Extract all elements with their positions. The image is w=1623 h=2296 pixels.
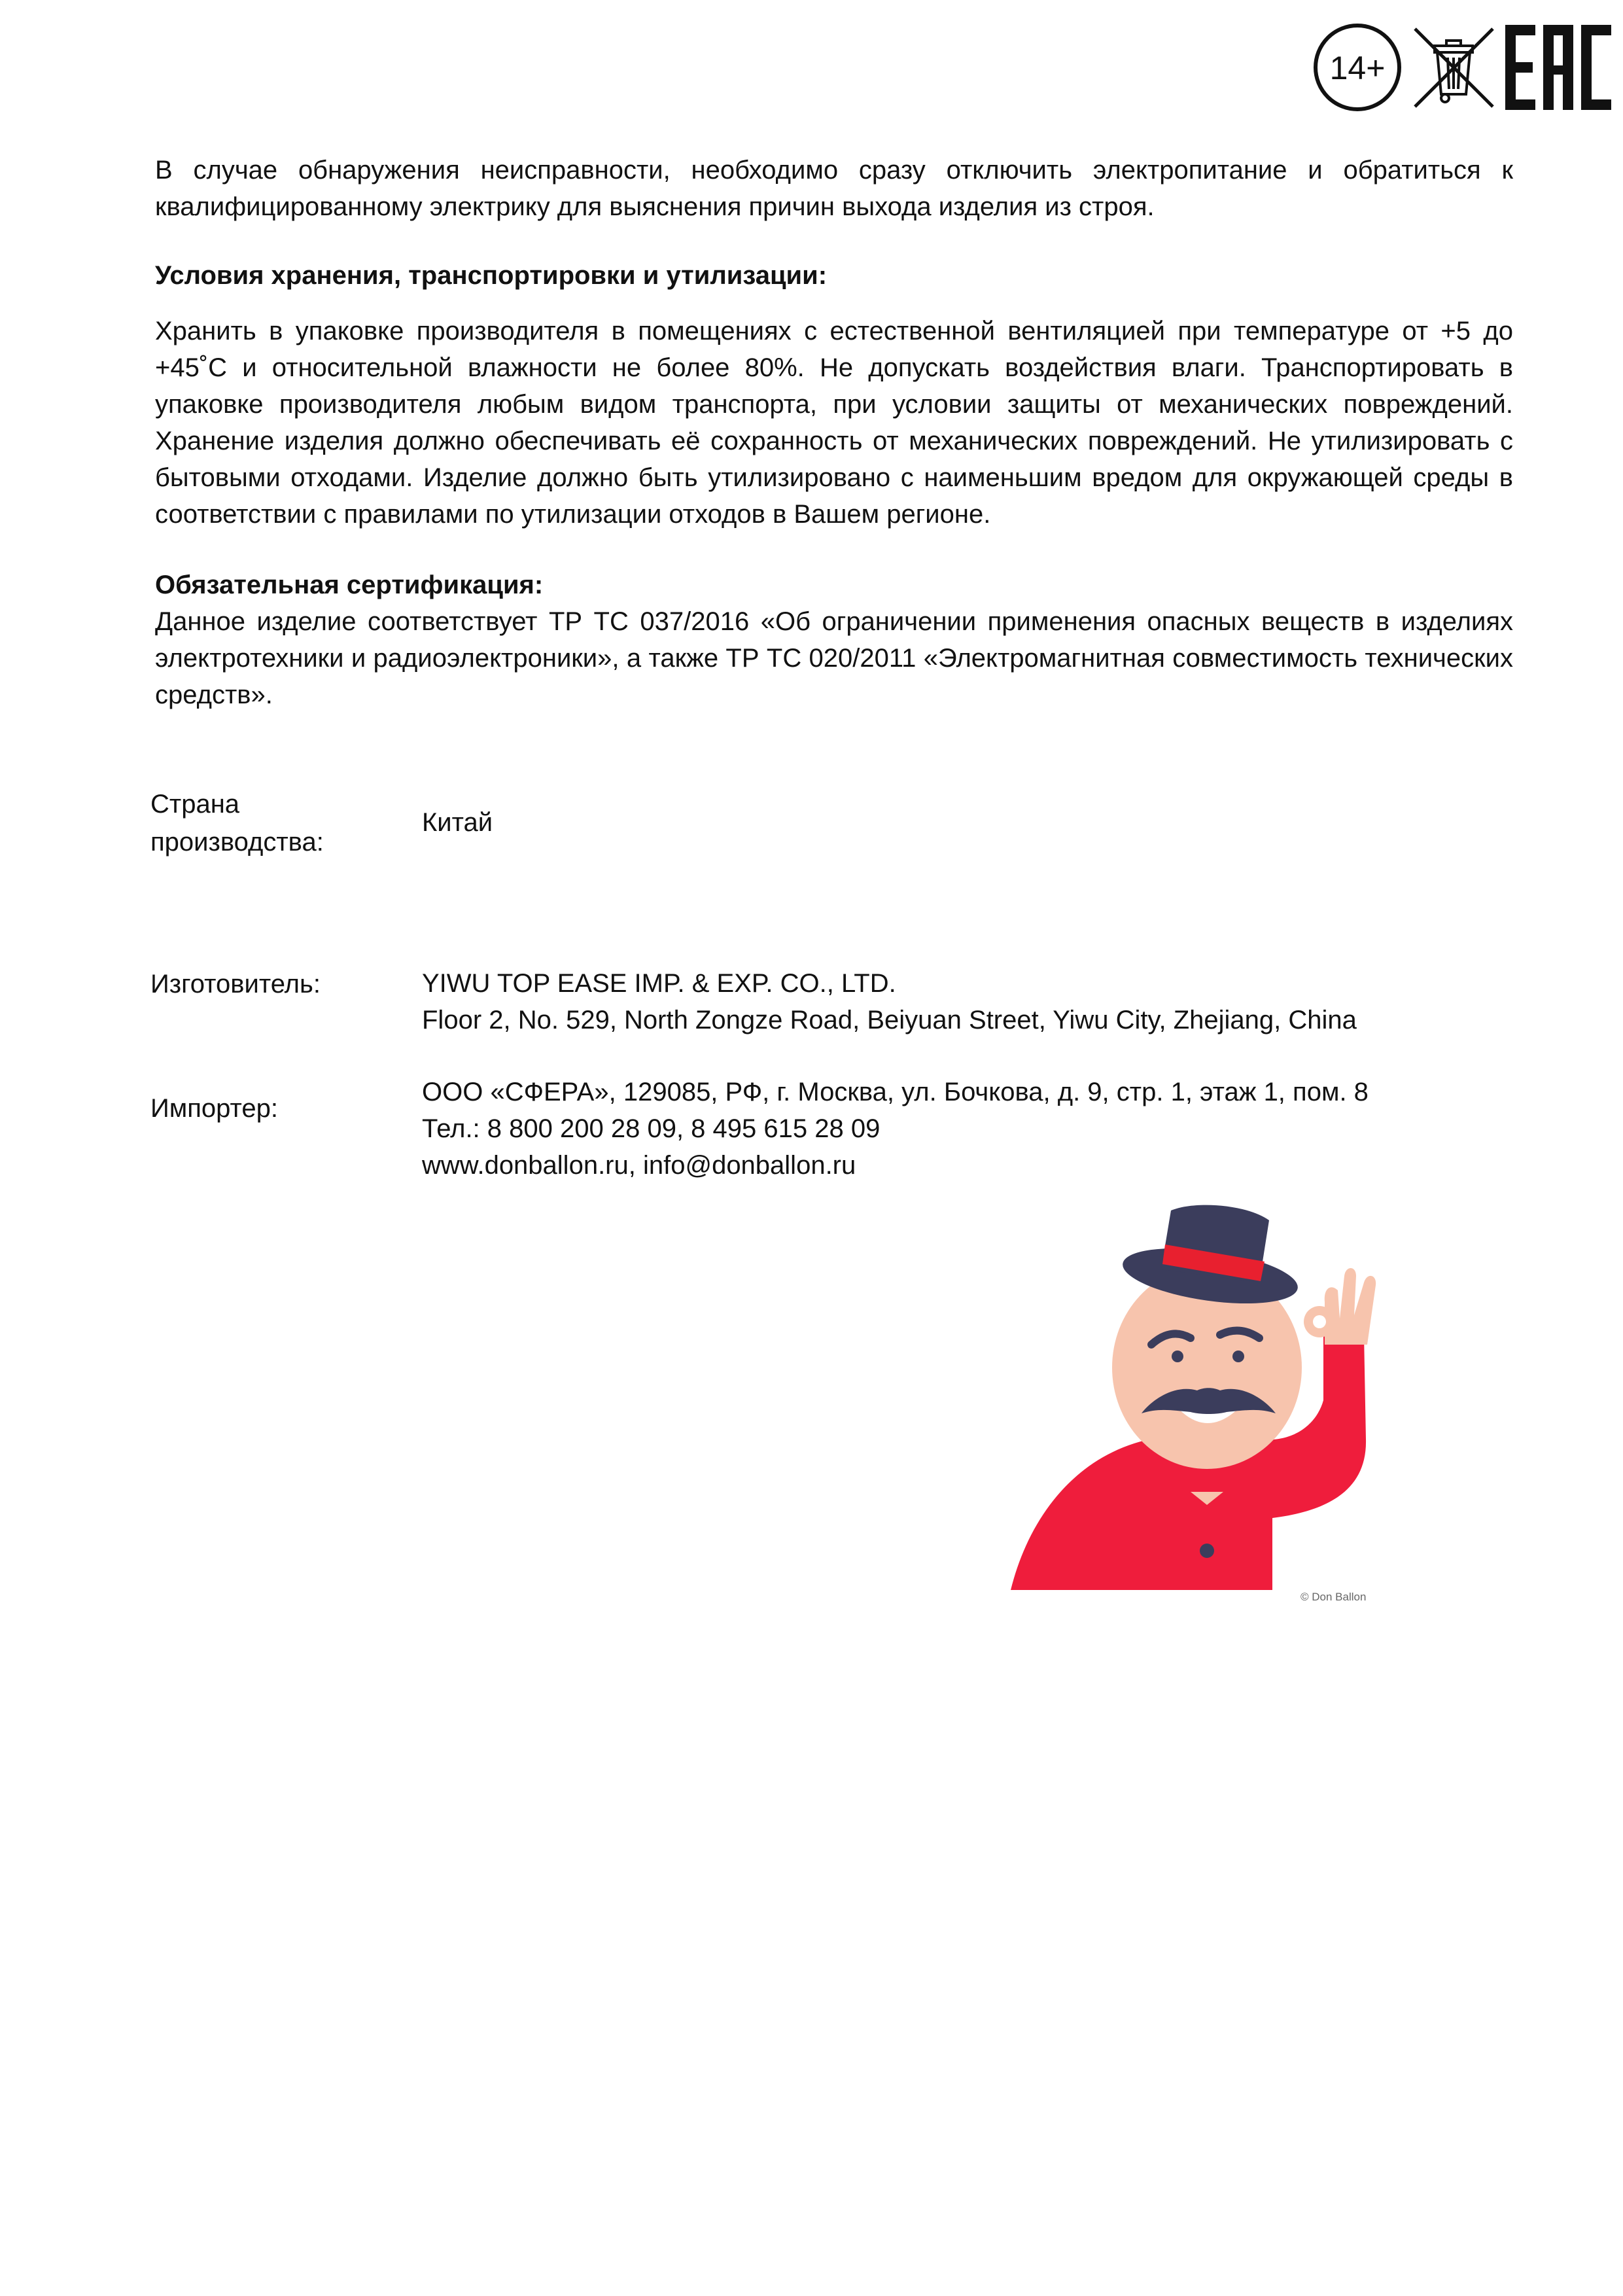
crossed-bin-icon	[1410, 24, 1498, 112]
mascot-right-eye	[1232, 1351, 1244, 1362]
mascot-ok-ring	[1313, 1315, 1326, 1328]
age-rating-label: 14+	[1329, 50, 1386, 86]
country-label: Страна производства:	[150, 790, 324, 857]
storage-paragraph: Хранить в упаковке производителя в помещениях с естественной вентиляцией при температуре от +5 до +45˚С и относительной влажности не более 80%. Не допускать воздействия влаги. Транспортировать в упаковке производителя любым видом транспорта, при условии защиты от механических повреждений. Хранение изделия должно обеспечивать её сохранность от механических повреждений. Не утилизировать с бытовыми отходами. Изделие должно быть утилизировано с наименьшим вредом для окружающей среды в соответствии с правилами по утилизации отходов в Вашем регионе.	[155, 317, 1513, 529]
mascot-button	[1200, 1544, 1214, 1558]
mascot-hand	[1325, 1268, 1376, 1345]
storage-heading: Условия хранения, транспортировки и утилизации:	[155, 261, 828, 290]
importer-address: ООО «СФЕРА», 129085, РФ, г. Москва, ул. Бочкова, д. 9, стр. 1, этаж 1, пом. 8	[422, 1078, 1369, 1106]
certification-heading: Обязательная сертификация:	[155, 571, 544, 599]
importer-label: Импортер:	[150, 1094, 278, 1123]
manufacturer-block	[422, 965, 1357, 1038]
mascot-copyright: © Don Ballon	[1300, 1591, 1367, 1603]
importer-block	[422, 1074, 1369, 1184]
compliance-marks	[1312, 18, 1606, 116]
malfunction-paragraph: В случае обнаружения неисправности, необходимо сразу отключить электропитание и обратиться к квалифицированному электрику для выяснения причин выхода изделия из строя.	[155, 156, 1513, 221]
don-ballon-mascot	[1011, 1204, 1442, 1610]
eac-icon	[1505, 25, 1611, 110]
manufacturer-address: Floor 2, No. 529, North Zongze Road, Beiyuan Street, Yiwu City, Zhejiang, China	[422, 1006, 1357, 1034]
mascot-left-eye	[1172, 1351, 1183, 1362]
importer-phones: Тел.: 8 800 200 28 09, 8 495 615 28 09	[422, 1114, 881, 1143]
country-value: Китай	[422, 808, 493, 837]
manufacturer-label: Изготовитель:	[150, 970, 321, 998]
certification-paragraph: Данное изделие соответствует ТР ТС 037/2016 «Об ограничении применения опасных веществ в изделиях электротехники и радиоэлектроники», а также ТР ТС 020/2011 «Электромагнитная совместимость технических средств».	[155, 607, 1513, 709]
manufacturer-name: YIWU TOP EASE IMP. & EXP. CO., LTD.	[422, 969, 896, 998]
age-rating-icon	[1312, 22, 1403, 113]
importer-contacts: www.donballon.ru, info@donballon.ru	[422, 1151, 856, 1180]
